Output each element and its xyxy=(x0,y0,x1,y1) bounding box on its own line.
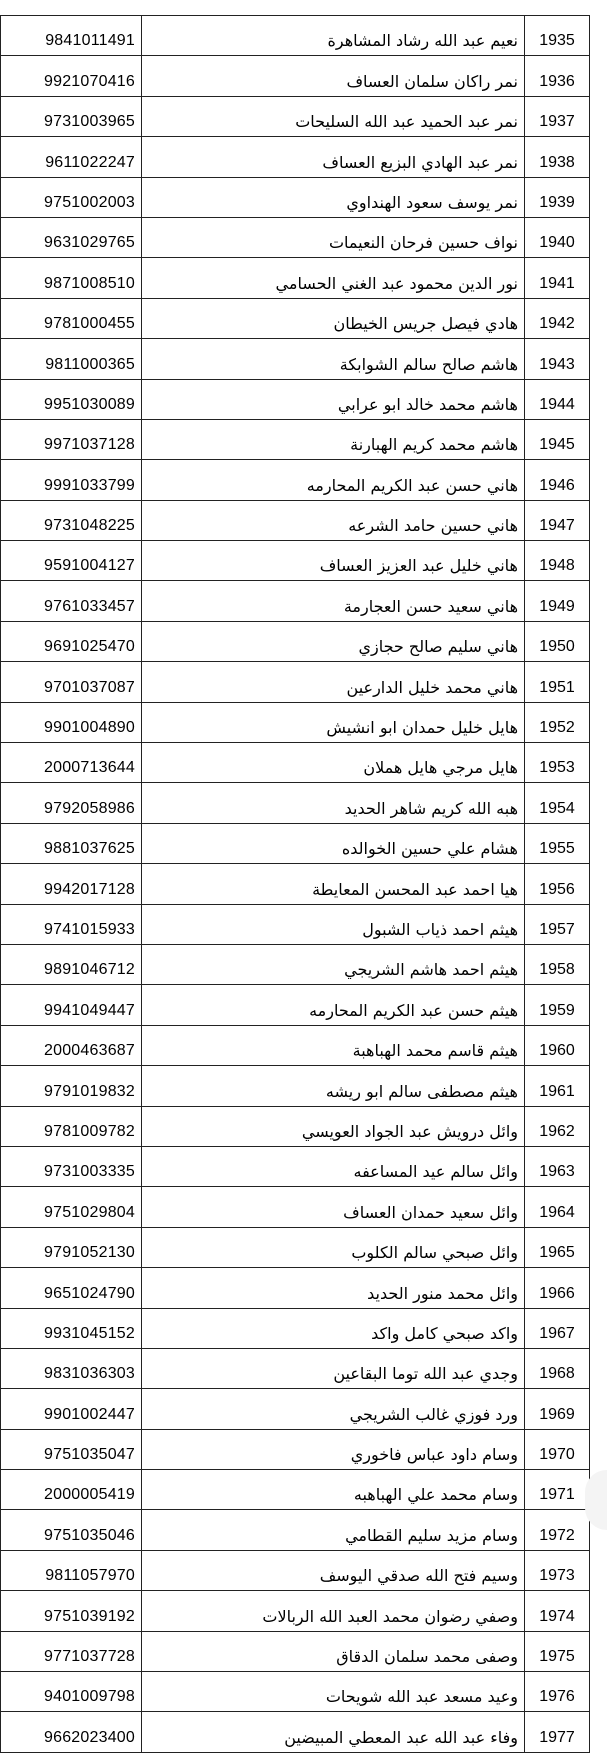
table-row xyxy=(1,1348,590,1388)
national-id-cell: 9401009798 xyxy=(1,1672,142,1712)
full-name-cell: نواف حسين فرحان النعيمات xyxy=(142,217,525,257)
full-name-cell: وائل درويش عبد الجواد العويسي xyxy=(142,1106,525,1146)
serial-number-cell: 1937 xyxy=(525,96,590,136)
national-id-cell: 2000713644 xyxy=(1,743,142,783)
national-id-cell: 9731003965 xyxy=(1,96,142,136)
table-row xyxy=(1,1146,590,1186)
table-row xyxy=(1,460,590,500)
national-id-cell: 9771037728 xyxy=(1,1631,142,1671)
serial-number-cell: 1946 xyxy=(525,460,590,500)
national-id-cell: 9791019832 xyxy=(1,1066,142,1106)
national-id-cell: 9941049447 xyxy=(1,985,142,1025)
serial-number-cell: 1977 xyxy=(525,1712,590,1752)
table-row xyxy=(1,500,590,540)
national-id-cell: 9781009782 xyxy=(1,1106,142,1146)
table-row xyxy=(1,177,590,217)
serial-number-cell: 1975 xyxy=(525,1631,590,1671)
table-row xyxy=(1,985,590,1025)
table-row xyxy=(1,743,590,783)
table-row xyxy=(1,96,590,136)
full-name-cell: نمر عبد الحميد عبد الله السليحات xyxy=(142,96,525,136)
full-name-cell: نمر راكان سلمان العساف xyxy=(142,56,525,96)
full-name-cell: هاشم محمد كريم الهبارنة xyxy=(142,419,525,459)
full-name-cell: هاني خليل عبد العزيز العساف xyxy=(142,541,525,581)
serial-number-cell: 1945 xyxy=(525,419,590,459)
serial-number-cell: 1952 xyxy=(525,702,590,742)
serial-number-cell: 1956 xyxy=(525,864,590,904)
full-name-cell: هبه الله كريم شاهر الحديد xyxy=(142,783,525,823)
full-name-cell: هاني سعيد حسن العجارمة xyxy=(142,581,525,621)
serial-number-cell: 1960 xyxy=(525,1025,590,1065)
national-id-cell: 9871008510 xyxy=(1,258,142,298)
national-id-cell: 9651024790 xyxy=(1,1268,142,1308)
table-row xyxy=(1,783,590,823)
full-name-cell: نعيم عبد الله رشاد المشاهرة xyxy=(142,16,525,56)
serial-number-cell: 1942 xyxy=(525,298,590,338)
national-id-cell: 9751002003 xyxy=(1,177,142,217)
national-id-cell: 9811057970 xyxy=(1,1550,142,1590)
full-name-cell: وائل سالم عيد المساعفه xyxy=(142,1146,525,1186)
full-name-cell: وائل سعيد حمدان العساف xyxy=(142,1187,525,1227)
table-row xyxy=(1,944,590,984)
serial-number-cell: 1954 xyxy=(525,783,590,823)
national-id-cell: 9792058986 xyxy=(1,783,142,823)
table-row xyxy=(1,1672,590,1712)
national-id-cell: 9811000365 xyxy=(1,339,142,379)
serial-number-cell: 1950 xyxy=(525,621,590,661)
national-id-cell: 9751029804 xyxy=(1,1187,142,1227)
names-table-body xyxy=(1,16,590,1753)
serial-number-cell: 1968 xyxy=(525,1348,590,1388)
national-id-cell: 9791052130 xyxy=(1,1227,142,1267)
table-row xyxy=(1,1712,590,1752)
national-id-cell: 9631029765 xyxy=(1,217,142,257)
serial-number-cell: 1964 xyxy=(525,1187,590,1227)
national-id-cell: 9701037087 xyxy=(1,662,142,702)
serial-number-cell: 1940 xyxy=(525,217,590,257)
table-row xyxy=(1,1106,590,1146)
serial-number-cell: 1974 xyxy=(525,1591,590,1631)
national-id-cell: 9781000455 xyxy=(1,298,142,338)
full-name-cell: وفاء عبد الله عبد المعطي المبيضين xyxy=(142,1712,525,1752)
serial-number-cell: 1948 xyxy=(525,541,590,581)
national-id-cell: 9901004890 xyxy=(1,702,142,742)
full-name-cell: نمر يوسف سعود الهنداوي xyxy=(142,177,525,217)
full-name-cell: هادي فيصل جريس الخيطان xyxy=(142,298,525,338)
full-name-cell: هيثم احمد ذياب الشبول xyxy=(142,904,525,944)
table-row xyxy=(1,339,590,379)
full-name-cell: وسام محمد علي الهباهبه xyxy=(142,1470,525,1510)
national-id-cell: 9751039192 xyxy=(1,1591,142,1631)
table-row xyxy=(1,1227,590,1267)
names-table xyxy=(0,15,590,1753)
table-row xyxy=(1,1429,590,1469)
full-name-cell: هاشم صالح سالم الشوابكة xyxy=(142,339,525,379)
full-name-cell: هايل خليل حمدان ابو انشيش xyxy=(142,702,525,742)
serial-number-cell: 1967 xyxy=(525,1308,590,1348)
table-row xyxy=(1,702,590,742)
serial-number-cell: 1961 xyxy=(525,1066,590,1106)
full-name-cell: هاني محمد خليل الدارعين xyxy=(142,662,525,702)
full-name-cell: هاني حسن عبد الكريم المحارمه xyxy=(142,460,525,500)
table-row xyxy=(1,621,590,661)
full-name-cell: هاشم محمد خالد ابو عرابي xyxy=(142,379,525,419)
full-name-cell: وصفي رضوان محمد العبد الله الربالات xyxy=(142,1591,525,1631)
table-row xyxy=(1,1308,590,1348)
national-id-cell: 9971037128 xyxy=(1,419,142,459)
table-row xyxy=(1,541,590,581)
full-name-cell: وائل محمد منور الحديد xyxy=(142,1268,525,1308)
full-name-cell: هيا احمد عبد المحسن المعايطة xyxy=(142,864,525,904)
serial-number-cell: 1976 xyxy=(525,1672,590,1712)
table-row xyxy=(1,1268,590,1308)
full-name-cell: ورد فوزي غالب الشريجي xyxy=(142,1389,525,1429)
table-row xyxy=(1,419,590,459)
national-id-cell: 9921070416 xyxy=(1,56,142,96)
serial-number-cell: 1943 xyxy=(525,339,590,379)
full-name-cell: وسام داود عباس فاخوري xyxy=(142,1429,525,1469)
table-row xyxy=(1,137,590,177)
serial-number-cell: 1972 xyxy=(525,1510,590,1550)
national-id-cell: 2000005419 xyxy=(1,1470,142,1510)
national-id-cell: 9751035046 xyxy=(1,1510,142,1550)
full-name-cell: نور الدين محمود عبد الغني الحسامي xyxy=(142,258,525,298)
national-id-cell: 9942017128 xyxy=(1,864,142,904)
serial-number-cell: 1953 xyxy=(525,743,590,783)
table-row xyxy=(1,864,590,904)
national-id-cell: 9731003335 xyxy=(1,1146,142,1186)
table-row xyxy=(1,1550,590,1590)
national-id-cell: 9891046712 xyxy=(1,944,142,984)
national-id-cell: 9951030089 xyxy=(1,379,142,419)
full-name-cell: وعيد مسعد عبد الله شويحات xyxy=(142,1672,525,1712)
serial-number-cell: 1969 xyxy=(525,1389,590,1429)
national-id-cell: 9731048225 xyxy=(1,500,142,540)
full-name-cell: وصفى محمد سلمان الدقاق xyxy=(142,1631,525,1671)
serial-number-cell: 1955 xyxy=(525,823,590,863)
full-name-cell: هشام علي حسين الخوالده xyxy=(142,823,525,863)
table-row xyxy=(1,1510,590,1550)
full-name-cell: هيثم احمد هاشم الشريجي xyxy=(142,944,525,984)
national-id-cell: 9691025470 xyxy=(1,621,142,661)
national-id-cell: 9591004127 xyxy=(1,541,142,581)
table-row xyxy=(1,258,590,298)
serial-number-cell: 1971 xyxy=(525,1470,590,1510)
table-row xyxy=(1,1187,590,1227)
table-row xyxy=(1,298,590,338)
table-row xyxy=(1,1066,590,1106)
serial-number-cell: 1938 xyxy=(525,137,590,177)
table-row xyxy=(1,16,590,56)
national-id-cell: 9991033799 xyxy=(1,460,142,500)
table-row xyxy=(1,217,590,257)
table-row xyxy=(1,904,590,944)
full-name-cell: هاني سليم صالح حجازي xyxy=(142,621,525,661)
national-id-cell: 9751035047 xyxy=(1,1429,142,1469)
national-id-cell: 9611022247 xyxy=(1,137,142,177)
national-id-cell: 9881037625 xyxy=(1,823,142,863)
table-row xyxy=(1,581,590,621)
national-id-cell: 9931045152 xyxy=(1,1308,142,1348)
full-name-cell: وسام مزيد سليم القطامي xyxy=(142,1510,525,1550)
table-row xyxy=(1,1591,590,1631)
serial-number-cell: 1963 xyxy=(525,1146,590,1186)
full-name-cell: واكد صبحي كامل واكد xyxy=(142,1308,525,1348)
serial-number-cell: 1962 xyxy=(525,1106,590,1146)
serial-number-cell: 1947 xyxy=(525,500,590,540)
full-name-cell: هيثم مصطفى سالم ابو ريشه xyxy=(142,1066,525,1106)
table-row xyxy=(1,662,590,702)
national-id-cell: 9761033457 xyxy=(1,581,142,621)
table-row xyxy=(1,56,590,96)
serial-number-cell: 1957 xyxy=(525,904,590,944)
serial-number-cell: 1970 xyxy=(525,1429,590,1469)
table-row xyxy=(1,1470,590,1510)
table-row xyxy=(1,379,590,419)
full-name-cell: هاني حسين حامد الشرعه xyxy=(142,500,525,540)
serial-number-cell: 1936 xyxy=(525,56,590,96)
national-id-cell: 9831036303 xyxy=(1,1348,142,1388)
national-id-cell: 9741015933 xyxy=(1,904,142,944)
serial-number-cell: 1935 xyxy=(525,16,590,56)
full-name-cell: هايل مرجي هايل هملان xyxy=(142,743,525,783)
serial-number-cell: 1958 xyxy=(525,944,590,984)
table-row xyxy=(1,1025,590,1065)
full-name-cell: نمر عبد الهادي البزيع العساف xyxy=(142,137,525,177)
full-name-cell: وجدي عبد الله توما البقاعين xyxy=(142,1348,525,1388)
serial-number-cell: 1944 xyxy=(525,379,590,419)
page-edge-decoration xyxy=(585,1470,607,1530)
serial-number-cell: 1951 xyxy=(525,662,590,702)
serial-number-cell: 1941 xyxy=(525,258,590,298)
national-id-cell: 9662023400 xyxy=(1,1712,142,1752)
table-row xyxy=(1,1631,590,1671)
national-id-cell: 2000463687 xyxy=(1,1025,142,1065)
serial-number-cell: 1939 xyxy=(525,177,590,217)
serial-number-cell: 1959 xyxy=(525,985,590,1025)
full-name-cell: هيثم قاسم محمد الهباهبة xyxy=(142,1025,525,1065)
table-row xyxy=(1,1389,590,1429)
serial-number-cell: 1973 xyxy=(525,1550,590,1590)
serial-number-cell: 1966 xyxy=(525,1268,590,1308)
serial-number-cell: 1949 xyxy=(525,581,590,621)
full-name-cell: وسيم فتح الله صدقي اليوسف xyxy=(142,1550,525,1590)
full-name-cell: هيثم حسن عبد الكريم المحارمه xyxy=(142,985,525,1025)
serial-number-cell: 1965 xyxy=(525,1227,590,1267)
table-row xyxy=(1,823,590,863)
national-id-cell: 9841011491 xyxy=(1,16,142,56)
national-id-cell: 9901002447 xyxy=(1,1389,142,1429)
full-name-cell: وائل صبحي سالم الكلوب xyxy=(142,1227,525,1267)
